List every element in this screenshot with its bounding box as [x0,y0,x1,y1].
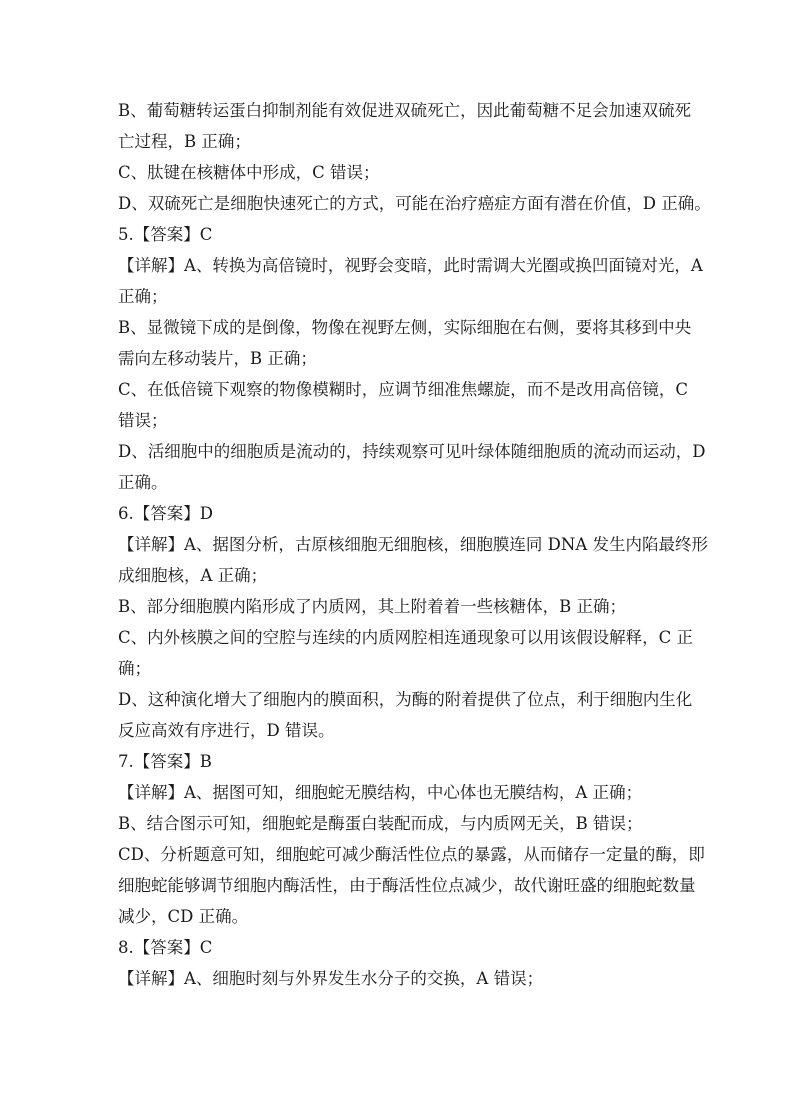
text-line: C、在低倍镜下观察的物像模糊时，应调节细准焦螺旋，而不是改用高倍镜，C [118,380,688,399]
text-line: CD、分析题意可知，细胞蛇可减少酶活性位点的暴露，从而储存一定量的酶，即 [118,845,705,864]
text-line: D、双硫死亡是细胞快速死亡的方式，可能在治疗癌症方面有潜在价值，D 正确。 [118,194,711,213]
answer-heading: 7.【答案】B [118,752,212,771]
answer-heading: 5.【答案】C [118,225,213,244]
text-line: 成细胞核，A 正确； [118,566,268,585]
text-line: B、结合图示可知，细胞蛇是酶蛋白装配而成，与内质网无关，B 错误； [118,814,643,833]
text-line: 需向左移动装片，B 正确； [118,349,317,368]
text-line: 亡过程，B 正确； [118,132,251,151]
text-line: C、肽键在核糖体中形成，C 错误； [118,163,380,182]
text-line: 【详解】A、转换为高倍镜时，视野会变暗，此时需调大光圈或换凹面镜对光，A [118,256,703,275]
answer-heading: 8.【答案】C [118,938,213,957]
answer-heading: 6.【答案】D [118,504,213,523]
text-line: 确； [118,659,151,678]
text-line: 错误； [118,411,168,430]
text-line: 正确； [118,287,168,306]
text-line: D、活细胞中的细胞质是流动的，持续观察可见叶绿体随细胞质的流动而运动，D [118,442,706,461]
text-line: 【详解】A、据图可知，细胞蛇无膜结构，中心体也无膜结构，A 正确； [118,783,643,802]
text-line: 减少，CD 正确。 [118,907,249,926]
text-line: C、内外核膜之间的空腔与连续的内质网腔相连通现象可以用该假设解释，C 正 [118,628,693,647]
text-line: 正确。 [118,473,168,492]
text-line: 反应高效有序进行，D 错误。 [118,721,335,740]
text-line: B、葡萄糖转运蛋白抑制剂能有效促进双硫死亡，因此葡萄糖不足会加速双硫死 [118,101,692,120]
text-line: 【详解】A、细胞时刻与外界发生水分子的交换，A 错误； [118,969,544,988]
text-line: B、部分细胞膜内陷形成了内质网，其上附着着一些核糖体，B 正确； [118,597,626,616]
text-line: D、这种演化增大了细胞内的膜面积，为酶的附着提供了位点，利于细胞内生化 [118,690,693,709]
text-line: 细胞蛇能够调节细胞内酶活性，由于酶活性位点减少，故代谢旺盛的细胞蛇数量 [118,876,696,895]
text-line: 【详解】A、据图分析，古原核细胞无细胞核，细胞膜连同 DNA 发生内陷最终形 [118,535,708,554]
text-line: B、显微镜下成的是倒像，物像在视野左侧，实际细胞在右侧，要将其移到中央 [118,318,692,337]
